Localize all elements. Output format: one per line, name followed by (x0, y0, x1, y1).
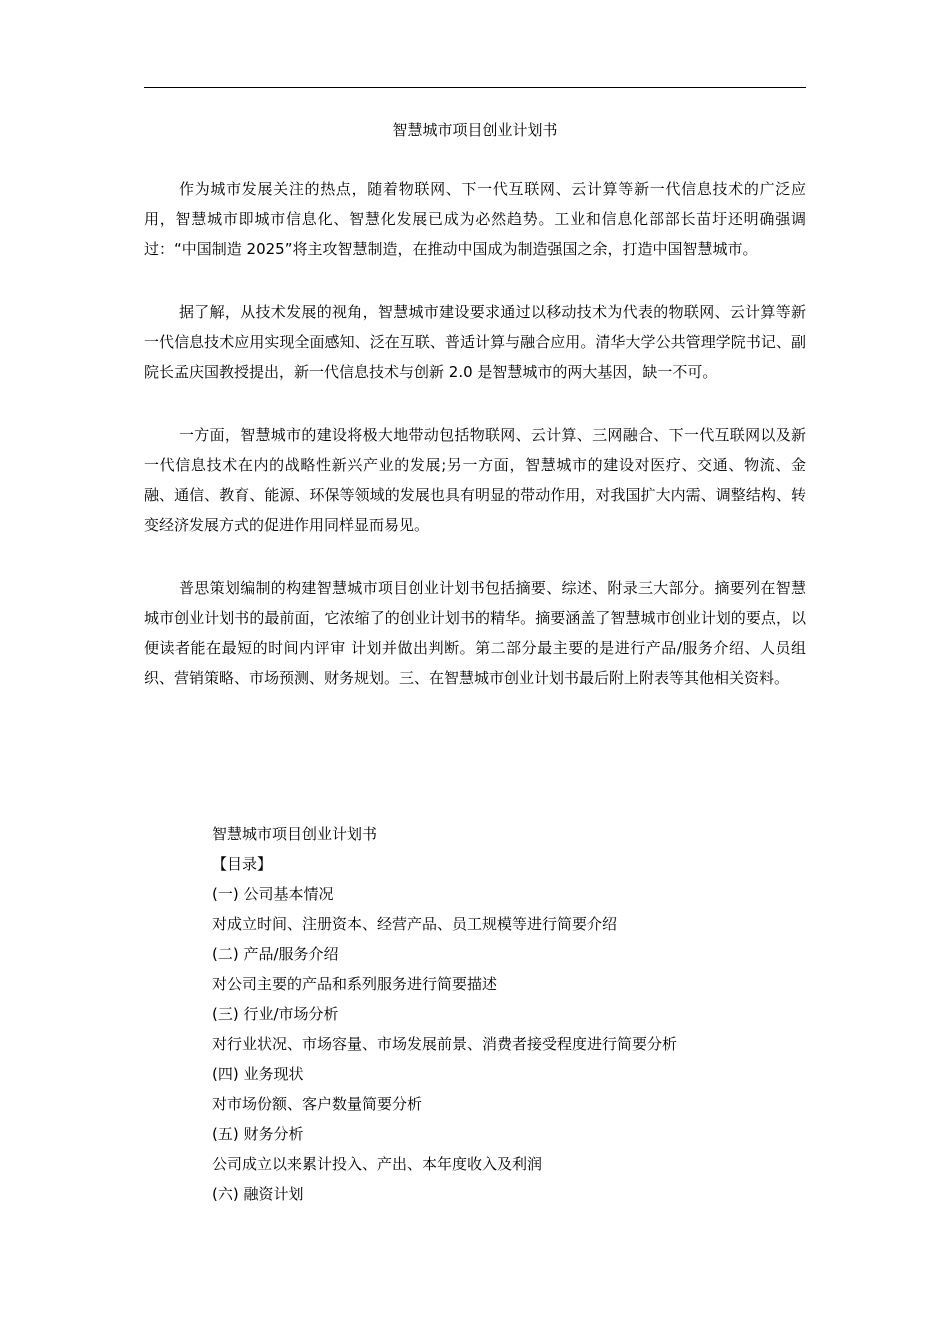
document-title: 智慧城市项目创业计划书 (392, 121, 558, 139)
toc-label: 【目录】 (212, 855, 273, 873)
toc-item-description: 对公司主要的产品和系列服务进行简要描述 (212, 975, 498, 993)
toc-item-description: 对成立时间、注册资本、经营产品、员工规模等进行简要介绍 (212, 915, 618, 933)
paragraph-technology: 据了解，从技术发展的视角，智慧城市建设要求通过以移动技术为代表的物联网、云计算等新一代信息技术应用实现全面感知、泛在互联、普适计算与融合应用。清华大学公共管理学院书记、副院长孟庆国教授提出，新一代信息技术与创新 2.0 是智慧城市的两大基因，缺一不可。 (144, 303, 806, 381)
document-body (144, 174, 806, 726)
toc-item: (五) 财务分析 (212, 1125, 304, 1143)
toc-item-description: 对市场份额、客户数量简要分析 (212, 1095, 423, 1113)
toc-item: (六) 融资计划 (212, 1185, 304, 1203)
toc-item: (一) 公司基本情况 (212, 885, 334, 903)
paragraph-industry-impact: 一方面，智慧城市的建设将极大地带动包括物联网、云计算、三网融合、下一代互联网以及新一代信息技术在内的战略性新兴产业的发展;另一方面，智慧城市的建设对医疗、交通、物流、金融、通信、教育、能源、环保等领域的发展也具有明显的带动作用，对我国扩大内需、调整结构、转变经济发展方式的促进作用同样显而易见。 (144, 426, 806, 534)
paragraph-plan-structure: 普思策划编制的构建智慧城市项目创业计划书包括摘要、综述、附录三大部分。摘要列在智慧城市创业计划书的最前面，它浓缩了的创业计划书的精华。摘要涵盖了智慧城市创业计划的要点，以便读者能在最短的时间内评审 计划并做出判断。第二部分最主要的是进行产品/服务介绍、人员组织、营销策略、市场预测、财务规划。三、在智慧城市创业计划书最后附上附表等其他相关资料。 (144, 579, 806, 687)
table-of-contents (212, 819, 772, 1209)
toc-item-description: 公司成立以来累计投入、产出、本年度收入及利润 (212, 1155, 543, 1173)
toc-item: (四) 业务现状 (212, 1065, 304, 1083)
paragraph-intro: 作为城市发展关注的热点，随着物联网、下一代互联网、云计算等新一代信息技术的广泛应用，智慧城市即城市信息化、智慧化发展已成为必然趋势。工业和信息化部部长苗圩还明确强调过：“中国制造 2025”将主攻智慧制造，在推动中国成为制造强国之余，打造中国智慧城市。 (144, 180, 806, 258)
toc-item-description: 对行业状况、市场容量、市场发展前景、消费者接受程度进行简要分析 (212, 1035, 678, 1053)
toc-heading: 智慧城市项目创业计划书 (212, 825, 378, 843)
toc-item: (三) 行业/市场分析 (212, 1005, 339, 1023)
toc-item: (二) 产品/服务介绍 (212, 945, 339, 963)
header-rule (144, 87, 806, 88)
